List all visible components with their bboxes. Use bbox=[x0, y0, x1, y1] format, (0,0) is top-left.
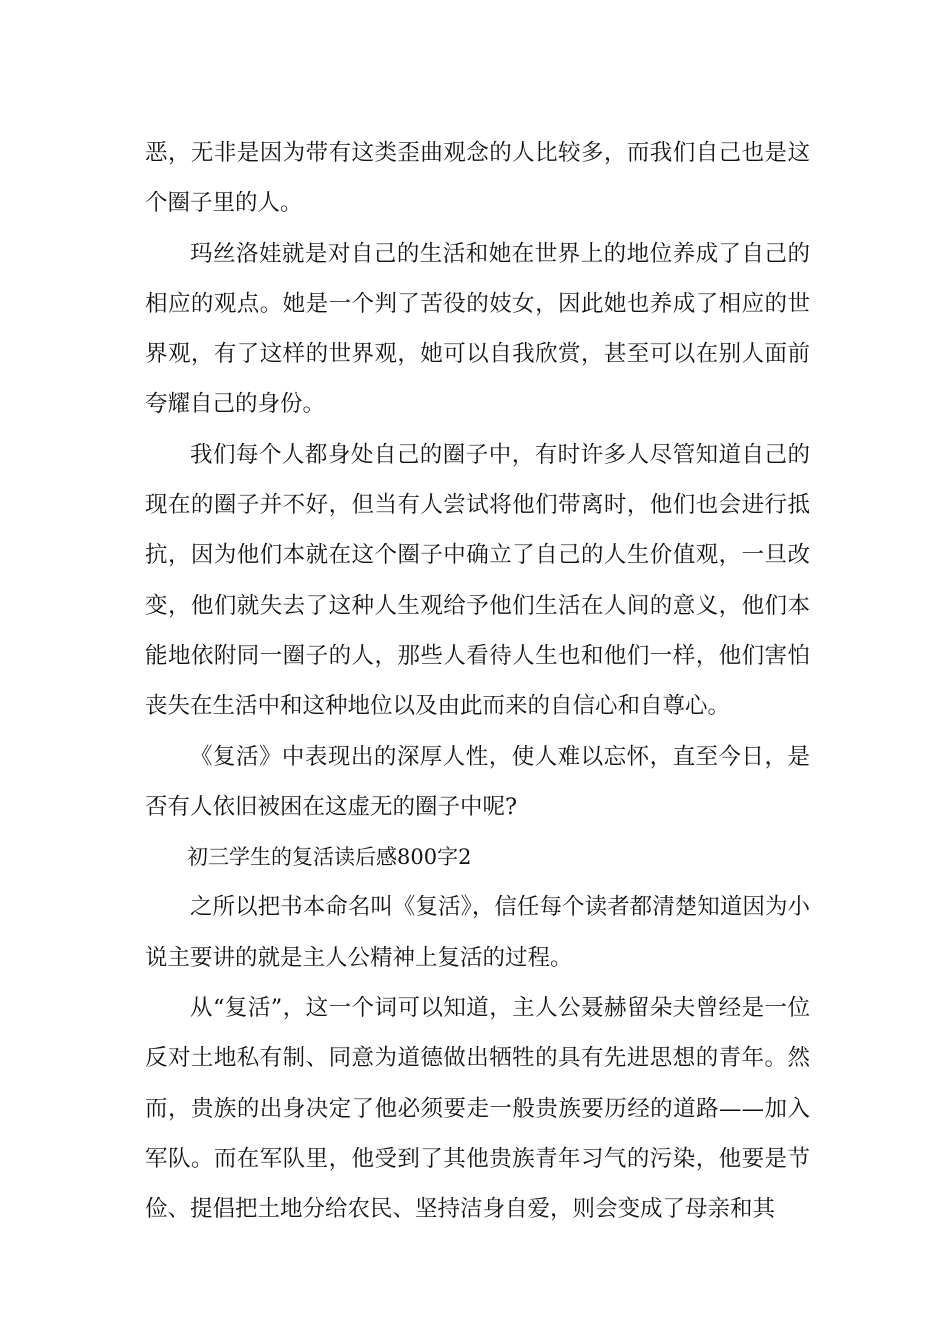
paragraph-humanity: 《复活》中表现出的深厚人性，使人难以忘怀，直至今日，是否有人依旧被困在这虚无的圈子中呢? bbox=[145, 743, 810, 820]
paragraph-nekhlyudov: 从“复活”，这一个词可以知道，主人公聂赫留朵夫曾经是一位反对土地私有制、同意为道德做出牺牲的具有先进思想的青年。然而，贵族的出身决定了他必须要走一般贵族要历经的道路——加入军队。而在军队里，他受到了其他贵族青年习气的污染，他要是节俭、提倡把土地分给农民、坚持洁身自爱，则会变成了母亲和其 bbox=[145, 995, 810, 1223]
section-heading: 初三学生的复活读后感800字2 bbox=[187, 845, 472, 870]
paragraph-continued: 恶，无非是因为带有这类歪曲观念的人比较多，而我们自己也是这个圈子里的人。 bbox=[145, 140, 810, 217]
paragraph-title-reason: 之所以把书本命名叫《复活》，信任每个读者都清楚知道因为小说主要讲的就是主人公精神上复活的过程。 bbox=[145, 894, 810, 971]
paragraph-maslova-worldview: 玛丝洛娃就是对自己的生活和她在世界上的地位养成了自己的相应的观点。她是一个判了苦役的妓女，因此她也养成了相应的世界观，有了这样的世界观，她可以自我欣赏，甚至可以在别人面前夸耀自己的身份。 bbox=[145, 240, 810, 418]
paragraph-circles: 我们每个人都身处自己的圈子中，有时许多人尽管知道自己的现在的圈子并不好，但当有人尝试将他们带离时，他们也会进行抵抗，因为他们本就在这个圈子中确立了自己的人生价值观，一旦改变，他们就失去了这种人生观给予他们生活在人间的意义，他们本能地依附同一圈子的人，那些人看待人生也和他们一样，他们害怕丧失在生活中和这种地位以及由此而来的自信心和自尊心。 bbox=[145, 441, 810, 720]
body-text bbox=[145, 128, 810, 1235]
